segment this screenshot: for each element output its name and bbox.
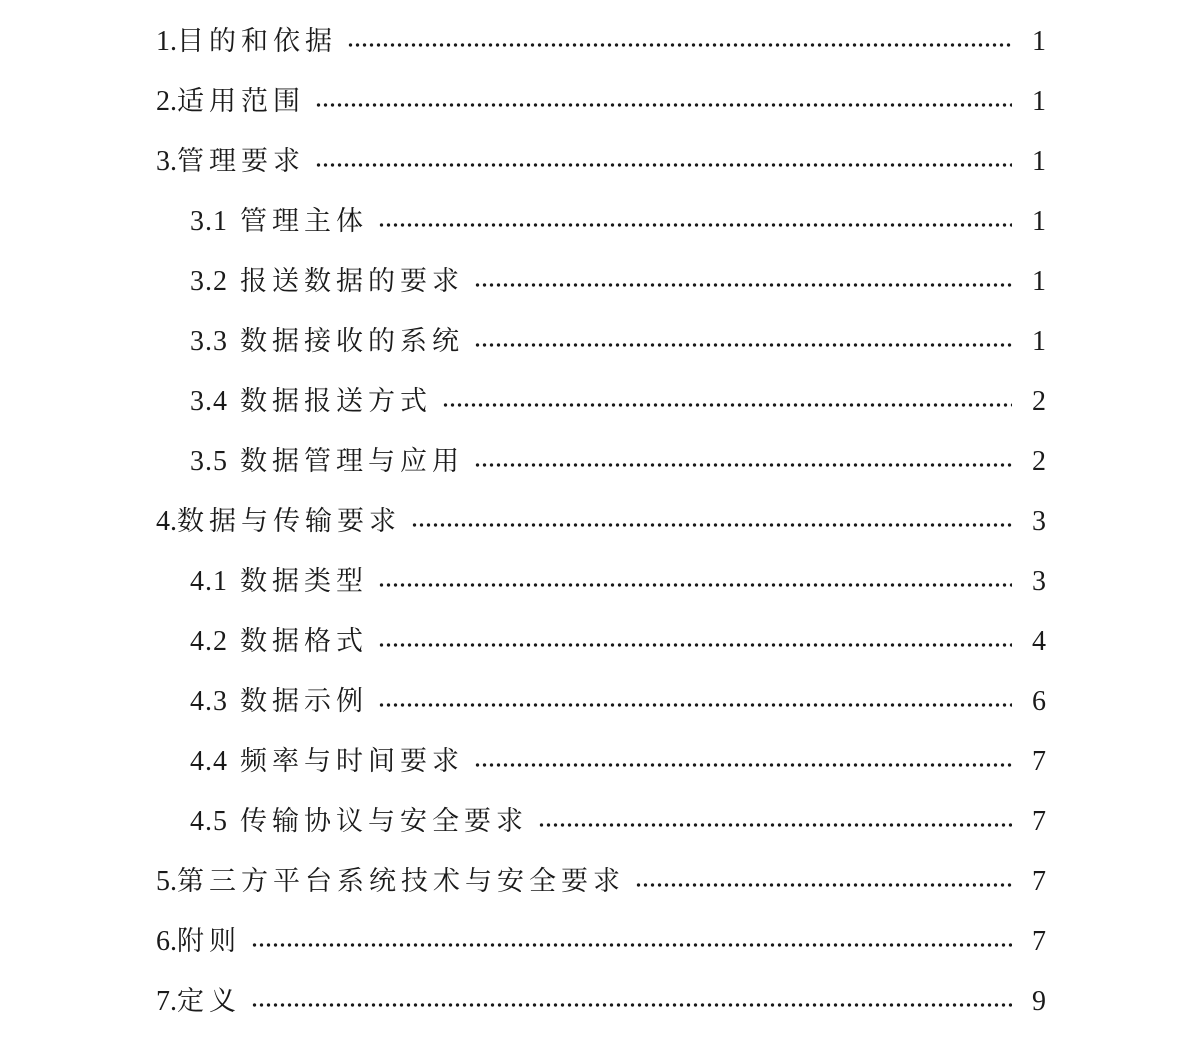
toc-page-number: 1	[1032, 326, 1046, 357]
toc-title: 频率与时间要求	[240, 746, 464, 777]
toc-title: 传输协议与安全要求	[240, 806, 528, 837]
dot-leader	[378, 643, 1012, 647]
toc-number: 3.	[156, 146, 177, 177]
toc-entry-3-5[interactable]	[0, 432, 1200, 492]
toc-entry-3-1[interactable]	[0, 192, 1200, 252]
toc-title: 管理主体	[240, 206, 368, 237]
toc-entry-4-5[interactable]	[0, 792, 1200, 852]
dot-leader	[347, 43, 1012, 47]
toc-title: 附则	[177, 926, 241, 957]
dot-leader	[442, 403, 1012, 407]
dot-leader	[411, 523, 1012, 527]
toc-title: 数据格式	[240, 626, 368, 657]
toc-title: 数据类型	[240, 566, 368, 597]
toc-page-number: 1	[1032, 266, 1046, 297]
toc-title: 目的和依据	[177, 26, 337, 57]
toc-page-number: 2	[1032, 386, 1046, 417]
toc-entry-6[interactable]	[0, 912, 1200, 972]
toc-number: 3.3	[190, 326, 228, 357]
toc-entry-4-3[interactable]	[0, 672, 1200, 732]
toc-page-number: 1	[1032, 86, 1046, 117]
toc-number: 4.3	[190, 686, 228, 717]
toc-page-number: 6	[1032, 686, 1046, 717]
dot-leader	[474, 343, 1012, 347]
toc-number: 4.4	[190, 746, 228, 777]
table-of-contents	[0, 12, 1200, 1032]
toc-title: 数据接收的系统	[240, 326, 464, 357]
toc-page-number: 4	[1032, 626, 1046, 657]
toc-title: 数据管理与应用	[240, 446, 464, 477]
toc-page-number: 1	[1032, 146, 1046, 177]
toc-entry-4[interactable]	[0, 492, 1200, 552]
dot-leader	[251, 1003, 1012, 1007]
dot-leader	[315, 103, 1012, 107]
toc-number: 3.4	[190, 386, 228, 417]
toc-number: 3.5	[190, 446, 228, 477]
dot-leader	[315, 163, 1012, 167]
dot-leader	[635, 883, 1012, 887]
dot-leader	[378, 703, 1012, 707]
toc-number: 6.	[156, 926, 177, 957]
toc-page-number: 7	[1032, 746, 1046, 777]
toc-title: 适用范围	[177, 86, 305, 117]
toc-number: 7.	[156, 986, 177, 1017]
toc-title: 数据示例	[240, 686, 368, 717]
toc-page-number: 7	[1032, 866, 1046, 897]
toc-number: 4.5	[190, 806, 228, 837]
toc-number: 1.	[156, 26, 177, 57]
toc-title: 数据与传输要求	[177, 506, 401, 537]
dot-leader	[474, 463, 1012, 467]
toc-page-number: 2	[1032, 446, 1046, 477]
toc-entry-3-4[interactable]	[0, 372, 1200, 432]
toc-page-number: 9	[1032, 986, 1046, 1017]
toc-page-number: 3	[1032, 506, 1046, 537]
toc-number: 5.	[156, 866, 177, 897]
dot-leader	[378, 223, 1012, 227]
toc-title: 第三方平台系统技术与安全要求	[177, 866, 625, 897]
toc-number: 3.1	[190, 206, 228, 237]
toc-entry-4-1[interactable]	[0, 552, 1200, 612]
dot-leader	[538, 823, 1012, 827]
toc-entry-1[interactable]	[0, 12, 1200, 72]
toc-entry-3[interactable]	[0, 132, 1200, 192]
dot-leader	[251, 943, 1012, 947]
toc-number: 2.	[156, 86, 177, 117]
dot-leader	[474, 283, 1012, 287]
toc-entry-2[interactable]	[0, 72, 1200, 132]
toc-page-number: 3	[1032, 566, 1046, 597]
toc-entry-4-2[interactable]	[0, 612, 1200, 672]
toc-page-number: 7	[1032, 926, 1046, 957]
toc-title: 报送数据的要求	[240, 266, 464, 297]
toc-entry-4-4[interactable]	[0, 732, 1200, 792]
toc-page-number: 1	[1032, 26, 1046, 57]
toc-title: 定义	[177, 986, 241, 1017]
toc-title: 数据报送方式	[240, 386, 432, 417]
toc-page-number: 7	[1032, 806, 1046, 837]
toc-page-number: 1	[1032, 206, 1046, 237]
toc-number: 3.2	[190, 266, 228, 297]
dot-leader	[378, 583, 1012, 587]
toc-number: 4.1	[190, 566, 228, 597]
toc-number: 4.	[156, 506, 177, 537]
toc-title: 管理要求	[177, 146, 305, 177]
toc-entry-7[interactable]	[0, 972, 1200, 1032]
toc-entry-3-2[interactable]	[0, 252, 1200, 312]
toc-number: 4.2	[190, 626, 228, 657]
toc-entry-3-3[interactable]	[0, 312, 1200, 372]
toc-entry-5[interactable]	[0, 852, 1200, 912]
dot-leader	[474, 763, 1012, 767]
